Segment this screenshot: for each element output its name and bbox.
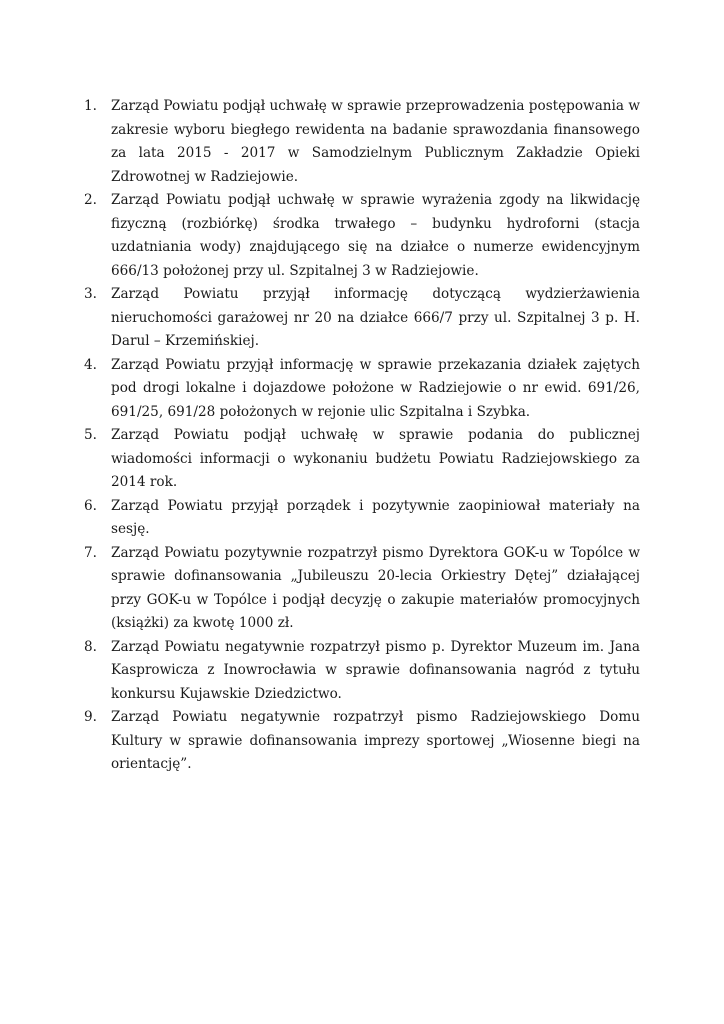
- resolution-list: [84, 95, 640, 777]
- list-item: [84, 95, 640, 189]
- list-item-text: Zarząd Powiatu podjął uchwałę w sprawie podania do publicznej wiadomości informacji o wykonaniu budżetu Powiatu Radziejowskiego za 2014 rok.: [111, 427, 640, 490]
- list-item-text: Zarząd Powiatu podjął uchwałę w sprawie przeprowadzenia postępowania w zakresie wyboru biegłego rewidenta na badanie sprawozdania finansowego za lata 2015 - 2017 w Samodzielnym Publicznym Zakładzie Opieki Zdrowotnej w Radziejowie.: [111, 98, 640, 185]
- list-item: [84, 706, 640, 777]
- list-item-number: 1.: [84, 98, 97, 114]
- list-item-text: Zarząd Powiatu przyjął porządek i pozytywnie zaopiniował materiały na sesję.: [111, 497, 640, 537]
- list-item-number: 6.: [84, 497, 97, 514]
- list-item-text: Zarząd Powiatu negatywnie rozpatrzył pismo p. Dyrektor Muzeum im. Jana Kasprowicza z Inowrocławia w sprawie dofinansowania nagród z tytułu konkursu Kujawskie Dziedzictwo.: [111, 638, 640, 702]
- list-item-number: 8.: [84, 638, 97, 655]
- list-item-text: Zarząd Powiatu podjął uchwałę w sprawie wyrażenia zgody na likwidację fizyczną (rozbiórkę) środka trwałego – budynku hydroforni (stacja uzdatniania wody) znajdującego się na działce o numerze ewidencyjnym 666/13 położonej przy ul. Szpitalnej 3 w Radziejowie.: [111, 192, 640, 279]
- list-item-number: 5.: [84, 427, 97, 443]
- list-item: [84, 283, 640, 354]
- list-item: [84, 424, 640, 495]
- list-item-number: 7.: [84, 544, 97, 561]
- list-item: [84, 636, 640, 707]
- list-item: [84, 495, 640, 542]
- list-item: [84, 189, 640, 283]
- list-item-number: 2.: [84, 192, 97, 208]
- list-item-number: 9.: [84, 709, 97, 725]
- list-item: [84, 354, 640, 425]
- list-item-text: Zarząd Powiatu przyjął informację dotyczącą wydzierżawienia nieruchomości garażowej nr 20 na działce 666/7 przy ul. Szpitalnej 3 p. H. Darul – Krzemińskiej.: [111, 286, 640, 349]
- list-item-text: Zarząd Powiatu pozytywnie rozpatrzył pismo Dyrektora GOK-u w Topólce w sprawie dofinansowania „Jubileuszu 20-lecia Orkiestry Dętej” działającej przy GOK-u w Topólce i podjął decyzję o zakupie materiałów promocyjnych (książki) za kwotę 1000 zł.: [111, 544, 640, 631]
- list-item-number: 4.: [84, 356, 97, 373]
- list-item-text: Zarząd Powiatu negatywnie rozpatrzył pismo Radziejowskiego Domu Kultury w sprawie dofinansowania imprezy sportowej „Wiosenne biegi na orientację”.: [111, 709, 640, 772]
- list-item-number: 3.: [84, 286, 97, 302]
- list-item: [84, 542, 640, 636]
- list-item-text: Zarząd Powiatu przyjął informację w sprawie przekazania działek zajętych pod drogi lokalne i dojazdowe położone w Radziejowie o nr ewid. 691/26, 691/25, 691/28 położonych w rejonie ulic Szpitalna i Szybka.: [111, 356, 640, 420]
